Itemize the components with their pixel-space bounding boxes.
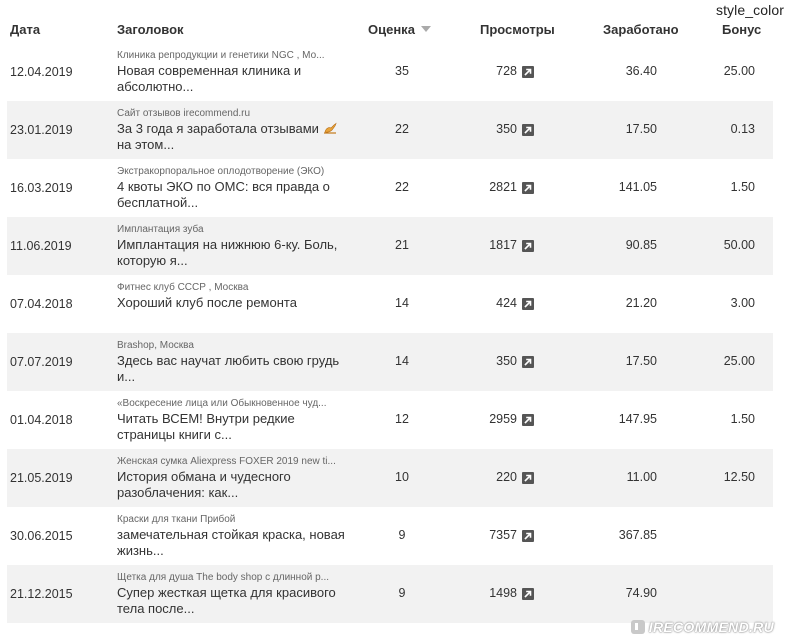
review-earned: 17.50 [625, 122, 657, 136]
review-views: 7357 [489, 528, 517, 542]
table-body [7, 43, 773, 623]
header-title[interactable]: Заголовок [117, 22, 184, 37]
review-source-link[interactable]: Щетка для душа The body shop с длинной р... [117, 572, 330, 583]
header-views[interactable]: Просмотры [480, 22, 555, 37]
writing-hand-icon [323, 122, 338, 134]
review-bonus: 50.00 [723, 238, 755, 252]
external-link-icon[interactable] [522, 530, 534, 542]
header-bonus[interactable]: Бонус [722, 22, 762, 37]
review-source-link[interactable]: Имплантация зуба [117, 224, 204, 235]
review-title-text: Читать ВСЕМ! Внутри редкие страницы книги с... [117, 411, 295, 442]
review-title-link[interactable] [117, 411, 352, 443]
review-title-text: За 3 года я заработала отзывами [117, 121, 319, 136]
review-bonus: 25.00 [723, 64, 755, 78]
review-source-link[interactable]: «Воскресение лица или Обыкновенное чуд... [117, 398, 327, 409]
review-source-link[interactable]: Фитнес клуб СССР , Москва [117, 282, 249, 293]
review-title-text: Новая современная клиника и абсолютно... [117, 63, 302, 94]
review-title-link[interactable] [117, 237, 352, 269]
review-title-text: Здесь вас научат любить свою грудь и... [117, 353, 340, 384]
header-earned[interactable]: Заработано [603, 22, 679, 37]
table-row [7, 333, 773, 391]
external-link-icon[interactable] [522, 472, 534, 484]
review-title-text: История обмана и чудесного разоблачения: как... [117, 469, 291, 500]
external-link-icon[interactable] [522, 414, 534, 426]
review-title-text: 4 квоты ЭКО по ОМС: вся правда о бесплатной... [117, 179, 330, 210]
review-date: 11.06.2019 [10, 239, 72, 253]
review-bonus: 25.00 [723, 354, 755, 368]
review-views: 1498 [489, 586, 517, 600]
review-source-link[interactable]: Сайт отзывов irecommend.ru [117, 108, 251, 119]
external-link-icon[interactable] [522, 124, 534, 136]
review-score: 14 [395, 296, 409, 310]
header-date[interactable]: Дата [10, 22, 41, 37]
review-bonus: 3.00 [730, 296, 755, 310]
table-row [7, 43, 773, 101]
review-earned: 367.85 [618, 528, 657, 542]
review-earned: 141.05 [618, 180, 657, 194]
table-row [7, 217, 773, 275]
review-title-text: Супер жесткая щетка для красивого тела после... [117, 585, 336, 616]
review-earned: 17.50 [625, 354, 657, 368]
style-color-label: style_color [715, 2, 784, 18]
review-score: 21 [395, 238, 409, 252]
external-link-icon[interactable] [522, 182, 534, 194]
review-views: 1817 [489, 238, 517, 252]
review-score: 12 [395, 412, 409, 426]
table-row [7, 275, 773, 333]
review-date: 12.04.2019 [10, 65, 73, 79]
review-title-link[interactable] [117, 585, 352, 617]
review-date: 21.05.2019 [10, 471, 73, 485]
table-row [7, 391, 773, 449]
review-date: 30.06.2015 [10, 529, 73, 543]
review-title-link[interactable] [117, 469, 352, 501]
review-date: 21.12.2015 [10, 587, 73, 601]
review-score: 22 [395, 180, 409, 194]
review-title-text: замечательная стойкая краска, новая жизнь... [117, 527, 345, 558]
review-bonus: 12.50 [723, 470, 755, 484]
review-views: 350 [496, 354, 517, 368]
review-source-link[interactable]: Brashop, Москва [117, 340, 194, 351]
review-views: 424 [496, 296, 517, 310]
review-date: 07.04.2018 [10, 297, 73, 311]
review-date: 23.01.2019 [10, 123, 73, 137]
review-score: 22 [395, 122, 409, 136]
irecommend-logo-icon [631, 620, 645, 634]
external-link-icon[interactable] [522, 66, 534, 78]
external-link-icon[interactable] [522, 240, 534, 252]
review-source-link[interactable]: Клиника репродукции и генетики NGC , Мо... [117, 50, 325, 61]
table-row [7, 565, 773, 623]
review-title-link[interactable] [117, 179, 352, 211]
table-row [7, 159, 773, 217]
review-earned: 21.20 [625, 296, 657, 310]
review-date: 07.07.2019 [10, 355, 73, 369]
header-score[interactable] [368, 22, 431, 37]
review-score: 14 [395, 354, 409, 368]
review-earned: 11.00 [626, 470, 657, 484]
review-date: 16.03.2019 [10, 181, 73, 195]
external-link-icon[interactable] [522, 356, 534, 368]
review-title-link[interactable] [117, 121, 352, 153]
header-score-label: Оценка [368, 22, 415, 37]
table-row [7, 507, 773, 565]
table-row [7, 449, 773, 507]
review-score: 35 [395, 64, 409, 78]
review-bonus: 0.13 [730, 122, 755, 136]
review-title-text: Хороший клуб после ремонта [117, 295, 297, 310]
external-link-icon[interactable] [522, 588, 534, 600]
review-title-link[interactable] [117, 295, 352, 311]
sort-desc-icon [421, 26, 431, 32]
review-views: 728 [496, 64, 517, 78]
review-title-text: Имплантация на нижнюю 6-ку. Боль, которую я... [117, 237, 338, 268]
external-link-icon[interactable] [522, 298, 534, 310]
watermark [631, 619, 774, 635]
table-row [7, 101, 773, 159]
review-bonus: 1.50 [730, 412, 755, 426]
table-header [0, 18, 788, 42]
review-title-link[interactable] [117, 63, 352, 95]
review-score: 10 [395, 470, 409, 484]
review-earned: 36.40 [625, 64, 657, 78]
review-score: 9 [398, 528, 406, 542]
review-source-link[interactable]: Экстракорпоральное оплодотворение (ЭКО) [117, 166, 325, 177]
review-views: 2821 [489, 180, 517, 194]
review-views: 350 [496, 122, 517, 136]
review-source-link[interactable]: Женская сумка Aliexpress FOXER 2019 new ti... [117, 456, 336, 467]
review-score: 9 [398, 586, 406, 600]
review-earned: 74.90 [625, 586, 657, 600]
review-bonus: 1.50 [730, 180, 755, 194]
review-earned: 147.95 [618, 412, 657, 426]
review-title-tail: на этом... [117, 137, 175, 152]
watermark-text: IRECOMMEND.RU [648, 619, 774, 635]
review-source-link[interactable]: Краски для ткани Прибой [117, 514, 236, 525]
review-earned: 90.85 [625, 238, 657, 252]
review-date: 01.04.2018 [10, 413, 73, 427]
review-views: 220 [496, 470, 517, 484]
review-title-link[interactable] [117, 353, 352, 385]
review-views: 2959 [489, 412, 517, 426]
review-title-link[interactable] [117, 527, 352, 559]
